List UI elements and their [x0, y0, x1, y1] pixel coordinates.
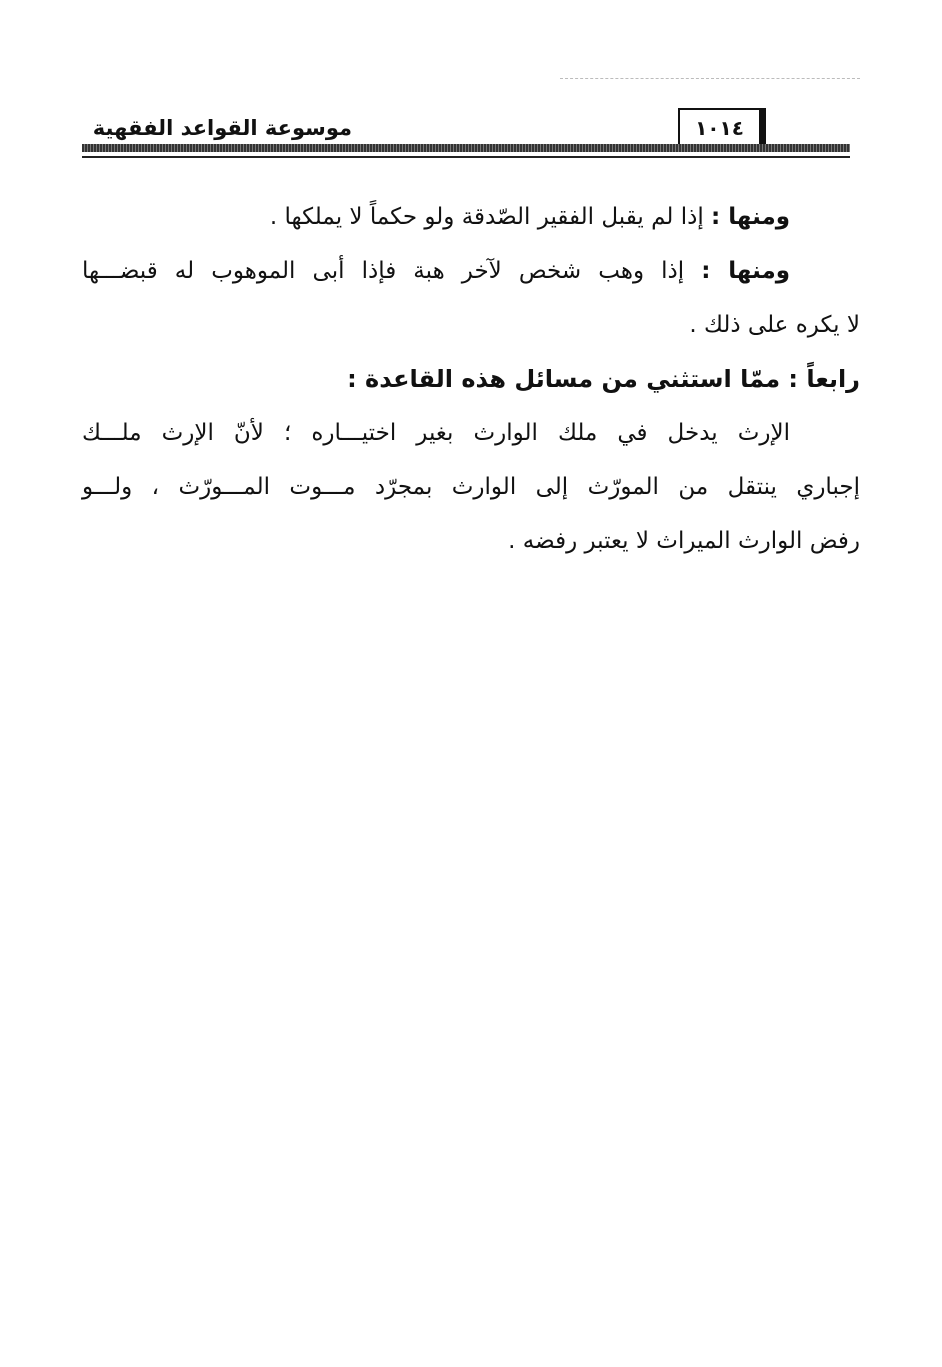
paragraph-2-line-2: لا يكره على ذلك . [689, 312, 860, 338]
paragraph-4-line-1: الإرث يدخل في ملك الوارث بغير اختيـــاره ؛ لأنّ الإرث ملـــك [82, 420, 790, 446]
scan-artifact-line [560, 78, 860, 79]
paragraph-4-line-2: إجباري ينتقل من المورّث إلى الوارث بمجرّد مـــوت المـــورّث ، ولـــو [82, 474, 860, 500]
paragraph-2-text: إذا وهب شخص لآخر هبة فإذا أبى الموهوب له قبضـــها [82, 258, 685, 284]
page-body [82, 190, 860, 568]
header-rule-thin [82, 156, 850, 158]
page-number: ١٠١٤ [695, 116, 744, 140]
paragraph-1-text: إذا لم يقبل الفقير الصّدقة ولو حكماً لا يملكها . [269, 204, 704, 230]
page-number-box [678, 108, 766, 148]
book-title: موسوعة القواعد الفقهية [92, 116, 352, 140]
section-heading: رابعاً : ممّا استثني من مسائل هذه القاعدة : [347, 365, 860, 393]
paragraph-2-line-1 [82, 244, 860, 298]
paragraph-1-line-1 [82, 190, 860, 244]
paragraph-4-line-3: رفض الوارث الميراث لا يعتبر رفضه . [508, 528, 860, 554]
paragraph-1-lead: ومنها : [711, 204, 790, 230]
page-header [82, 108, 850, 172]
header-rule-thick [82, 144, 850, 152]
paragraph-2-lead: ومنها : [701, 258, 791, 284]
